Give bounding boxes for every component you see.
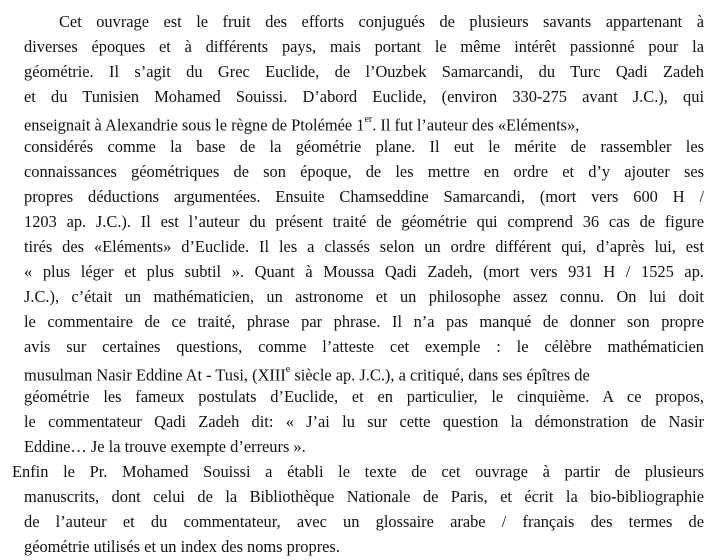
paragraph-1-line-1: Cet ouvrage est le fruit des efforts conjugués de plusieurs savants appartenant à [59, 12, 704, 31]
paragraph-2-line-4: géométrie utilisés et un index des noms propres. [24, 537, 340, 556]
paragraph-1-line-12: J.C.), c’était un mathématicien, un astronome et un philosophe assez connu. On lui doit [24, 287, 704, 306]
paragraph-1-line-18: Eddine… Je la trouve exempte d’erreurs ». [24, 437, 306, 456]
paragraph-1-line-16: géométrie les fameux postulats d’Euclide, et en particulier, le cinquième. A ce propos, [24, 387, 704, 406]
paragraph-1-line-11: « plus léger et plus subtil ». Quant à Moussa Qadi Zadeh, (mort vers 931 H / 1525 ap. [24, 262, 704, 281]
line-15-tail: siècle ap. J.C.), a critiqué, dans ses épîtres de [290, 365, 590, 385]
paragraph-2-line-1: Enfin le Pr. Mohamed Souissi a établi le texte de cet ouvrage à partir de plusieurs [12, 462, 704, 481]
paragraph-1-line-3: géométrie. Il s’agit du Grec Euclide, de l’Ouzbek Samarcandi, du Turc Qadi Zadeh [24, 62, 704, 81]
paragraph-2-line-2: manuscrits, dont celui de la Bibliothèque Nationale de Paris, et écrit la bio-bibliographie [24, 487, 704, 506]
paragraph-1-line-17: le commentateur Qadi Zadeh dit: « J’ai lu sur cette question la démonstration de Nasir [24, 412, 704, 431]
line-5-tail: . Il fut l’auteur des «Eléments», [372, 115, 580, 135]
paragraph-2-line-3: de l’auteur et du commentateur, avec un glossaire arabe / français des termes de [24, 512, 704, 531]
paragraph-1-line-13: le commentaire de ce traité, phrase par phrase. Il n’a pas manqué de donner son propre [24, 312, 704, 331]
line-15-superscript: e [285, 364, 291, 375]
paragraph-1-line-4: et du Tunisien Mohamed Souissi. D’abord Euclide, (environ 330-275 avant J.C.), qui [24, 87, 704, 106]
line-5-superscript: er [364, 114, 373, 125]
paragraph-1-line-9: 1203 ap. J.C.). Il est l’auteur du présent traité de géométrie qui comprend 36 cas de figure [24, 212, 704, 231]
paragraph-1-line-10: tirés des «Eléments» d’Euclide. Il les a classés selon un ordre différent qui, d’après lui, est [24, 237, 704, 256]
paragraph-1-line-14: avis sur certaines questions, comme l’atteste cet exemple : le célèbre mathématicien [24, 337, 704, 356]
paragraph-1-line-2: diverses époques et à différents pays, mais portant le même intérêt passionné pour la [24, 37, 704, 56]
paragraph-1-line-7: connaissances géométriques de son époque, de les mettre en ordre et d’y ajouter ses [24, 162, 704, 181]
line-15-text: musulman Nasir Eddine At - Tusi, (XIII [24, 365, 286, 385]
paragraph-1-line-8: propres déductions argumentées. Ensuite Chamseddine Samarcandi, (mort vers 600 H / [24, 187, 704, 206]
line-5-text: enseignait à Alexandrie sous le règne de Ptolémée 1 [24, 115, 365, 135]
paragraph-1-line-6: considérés comme la base de la géométrie plane. Il eut le mérite de rassembler les [24, 137, 704, 156]
